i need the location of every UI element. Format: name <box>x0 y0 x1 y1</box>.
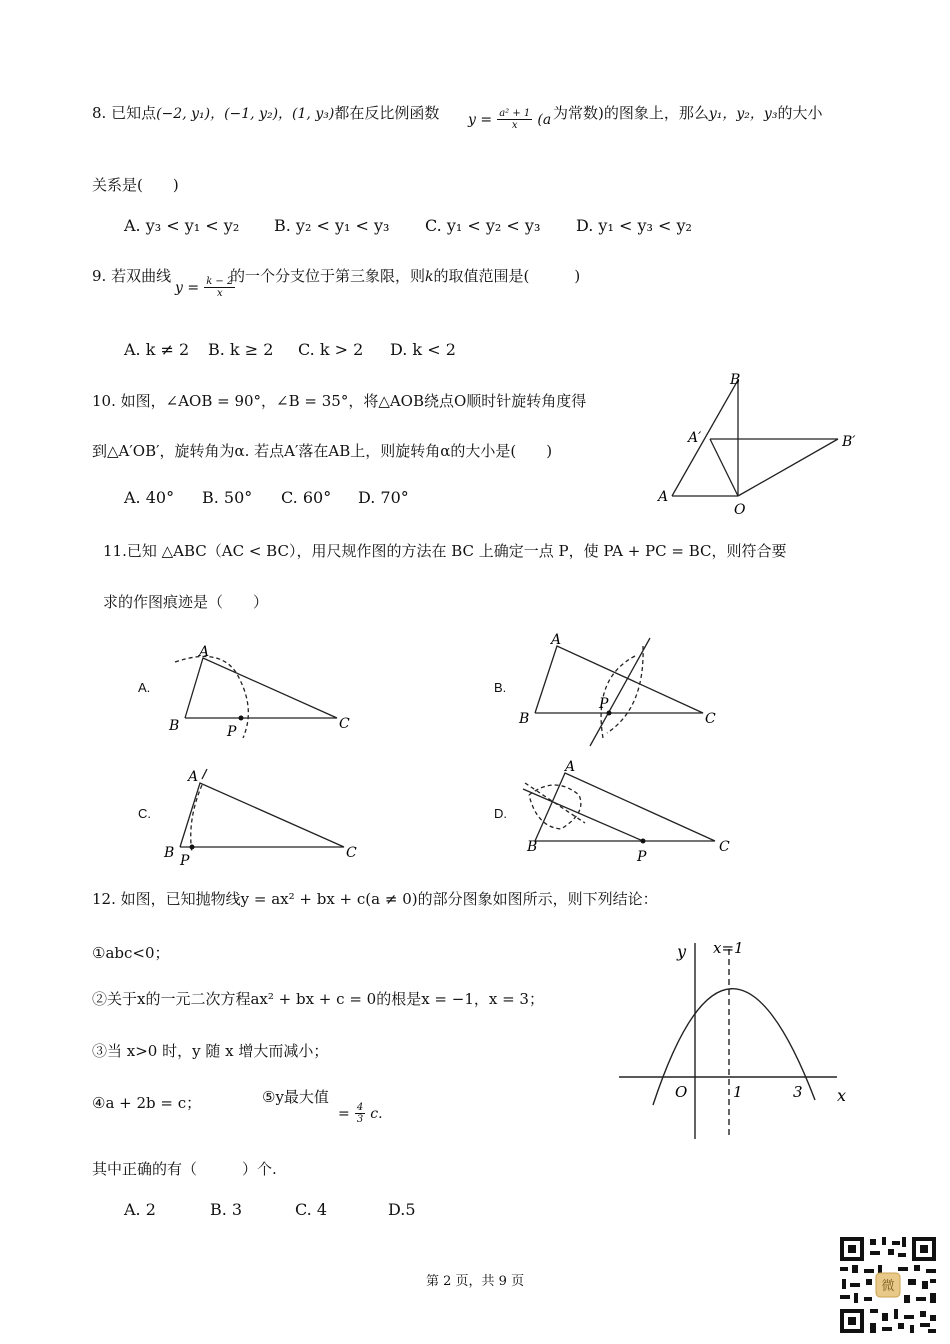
q9-option-d: D. k < 2 <box>390 340 456 359</box>
q11-a-label-c: C <box>339 716 350 732</box>
q12-option-a: A. 2 <box>124 1200 156 1219</box>
q12-option-b: B. 3 <box>210 1200 243 1219</box>
q8-function <box>468 108 551 131</box>
q11-c-label-b: B <box>164 845 175 861</box>
q8-cond-text: 为常数) <box>553 104 604 122</box>
q11-c-label-c: C <box>346 845 357 861</box>
q12-statement-2: ②关于x的一元二次方程ax² + bx + c = 0的根是x = −1，x = 3； <box>92 990 544 1008</box>
q9-line-tail <box>230 265 580 286</box>
q12-statement-3: ③当 x>0 时，y 随 x 增大而减小； <box>92 1042 329 1060</box>
q10-label-o: O <box>734 502 746 518</box>
q8-line2: 关系是( ) <box>92 176 179 194</box>
q12-s5-num: 4 <box>356 1102 364 1113</box>
q12-y-label: y <box>677 942 687 961</box>
q10-label-a-prime: A′ <box>688 430 702 446</box>
q11-d-label-c: C <box>719 839 730 855</box>
q11-figure-d <box>515 755 740 870</box>
q10-figure <box>650 368 870 518</box>
q10-option-a: A. 40° <box>124 488 175 507</box>
q12-option-d: D.5 <box>388 1200 416 1219</box>
q8-func-lhs: y = <box>468 112 493 128</box>
q12-s5-eq: = <box>338 1106 350 1122</box>
q8-option-d: D. y₁ < y₃ < y₂ <box>576 216 692 235</box>
q9-mid: 的一个分支位于第三象限，则 <box>230 267 426 285</box>
q11-c-label-a: A <box>188 769 199 785</box>
q12-s5-expr <box>338 1102 383 1125</box>
q12-statement-4: ④a + 2b = c； <box>92 1094 202 1112</box>
qr-code-icon[interactable] <box>838 1235 938 1335</box>
q10-option-d: D. 70° <box>358 488 409 507</box>
q10-label-a: A <box>658 489 669 505</box>
q9-prefix: 9. 若双曲线 <box>92 267 172 285</box>
q8-line1-tail <box>553 102 822 123</box>
q12-option-c: C. 4 <box>295 1200 328 1219</box>
q11-option-d: D. <box>494 806 507 821</box>
q11-d-label-p: P <box>637 849 647 865</box>
q12-statement-5: ⑤y最大值 <box>262 1088 329 1106</box>
q11-a-label-b: B <box>169 718 180 734</box>
q8-func-cond: (a <box>537 112 552 128</box>
q11-c-label-p: P <box>180 853 190 869</box>
q11-a-label-p: P <box>227 724 237 740</box>
q9-option-b: B. k ≥ 2 <box>208 340 274 359</box>
q12-x-label: x <box>837 1086 847 1105</box>
q10-line2: 到△A′OB′，旋转角为α. 若点A′落在AB上，则旋转角α的大小是( ) <box>92 442 553 460</box>
q8-option-b: B. y₂ < y₁ < y₃ <box>274 216 390 235</box>
q9-func-num: k − 2 <box>206 276 234 287</box>
page-footer: 第 2 页，共 9 页 <box>426 1274 525 1289</box>
q11-option-a: A. <box>138 680 151 695</box>
q10-label-b: B <box>730 372 741 388</box>
q9-option-c: C. k > 2 <box>298 340 364 359</box>
q8-option-a: A. y₃ < y₁ < y₂ <box>124 216 240 235</box>
q8-option-c: C. y₁ < y₂ < y₃ <box>425 216 541 235</box>
q11-option-b: B. <box>494 680 507 695</box>
q9-func-den: x <box>216 288 223 299</box>
q10-line1: 10. 如图，∠AOB = 90°，∠B = 35°，将△AOB绕点O顺时针旋转角度得 <box>92 392 587 410</box>
q11-b-label-c: C <box>705 711 716 727</box>
q11-line2: 求的作图痕迹是（ ） <box>103 593 269 611</box>
q8-mid: 都在反比例函数 <box>334 104 440 122</box>
q8-points: (−2, y₁)，(−1, y₂)，(1, y₃) <box>156 106 335 122</box>
q12-axis-label: x=1 <box>713 939 744 957</box>
q8-func-num: a² + 1 <box>499 108 531 119</box>
q12-line1: 12. 如图，已知抛物线y = ax² + bx + c(a ≠ 0)的部分图象如图所示，则下列结论： <box>92 890 658 908</box>
q12-s5-tail: c. <box>370 1106 383 1122</box>
qr-badge: 微 <box>881 1279 895 1294</box>
q9-var: k <box>425 269 434 285</box>
q12-parabola-graph <box>615 935 855 1145</box>
q11-figure-b <box>515 628 725 753</box>
q12-tick-1: 1 <box>733 1083 743 1101</box>
q9-func-lhs: y = <box>175 280 200 296</box>
q8-tail: 的图象上，那么 <box>603 104 709 122</box>
q11-d-label-b: B <box>527 839 538 855</box>
q8-prefix: 8. 已知点 <box>92 104 157 122</box>
q11-option-c: C. <box>138 806 151 821</box>
q9-tail: 的取值范围是( ) <box>433 267 581 285</box>
q10-option-b: B. 50° <box>202 488 253 507</box>
q11-a-label-a: A <box>199 644 210 660</box>
q12-s5-den: 3 <box>356 1114 364 1125</box>
q11-figure-c <box>162 765 367 870</box>
q9-option-a: A. k ≠ 2 <box>124 340 190 359</box>
q11-b-label-p: P <box>599 696 609 712</box>
q11-line1: 11.已知 △ABC（AC < BC），用尺规作图的方法在 BC 上确定一点 P，使 PA + PC = BC，则符合要 <box>103 542 787 560</box>
q8-func-den: x <box>511 120 518 131</box>
q10-option-c: C. 60° <box>281 488 332 507</box>
q11-d-label-a: A <box>565 759 576 775</box>
q11-figure-a <box>165 640 365 745</box>
q9-function <box>175 276 235 299</box>
q8-fraction <box>497 108 532 131</box>
q12-s5-fraction <box>355 1102 365 1125</box>
q11-b-label-b: B <box>519 711 530 727</box>
q12-tick-3: 3 <box>793 1083 803 1101</box>
q8-vars: y₁，y₂，y₃ <box>708 106 778 122</box>
q12-statement-1: ①abc<0； <box>92 944 170 962</box>
q8-line1 <box>92 102 439 123</box>
q12-origin-label: O <box>675 1083 688 1101</box>
q8-end: 的大小 <box>777 104 823 122</box>
q12-question: 其中正确的有（ ）个. <box>92 1160 277 1178</box>
q11-b-label-a: A <box>551 632 562 648</box>
q10-label-b-prime: B′ <box>842 434 856 450</box>
